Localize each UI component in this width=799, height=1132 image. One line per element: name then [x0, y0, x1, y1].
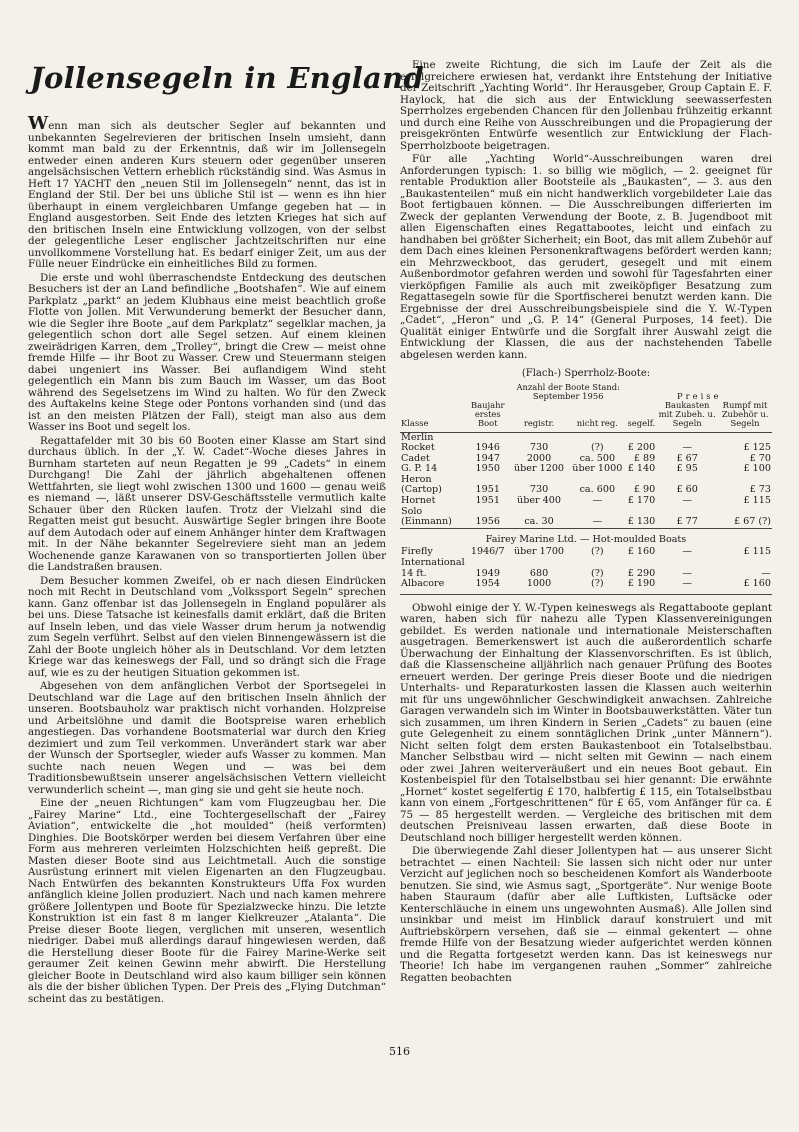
table-row — [400, 496, 772, 507]
cell-rumpf: £ 70 — [749, 452, 771, 464]
table-row — [400, 507, 772, 518]
cell-baukasten: £ 60 — [676, 484, 698, 496]
cell-segelf: £ 290 — [627, 567, 656, 579]
cell-segelf: £ 200 — [627, 442, 656, 454]
cell-segelf: £ 90 — [633, 484, 656, 496]
cell-registr: über 1700 — [513, 546, 565, 558]
cell-registr: über 400 — [517, 495, 561, 507]
cell-nicht-reg: (?) — [591, 578, 604, 590]
cell-klasse: G. P. 14 — [401, 463, 438, 475]
cell-baukasten: — — [682, 546, 692, 558]
cell-rumpf: — — [761, 567, 771, 579]
cell-klasse: Firefly — [401, 546, 433, 558]
cell-rumpf: £ 73 — [749, 484, 771, 496]
paragraph: Dem Besucher kommen Zweifel, ob er nach diesen Eindrücken noch mit Recht in Deutschland vom „Volkssport Segeln“ sprechen kann. Ganz offenbar ist das Jollensegeln in England populärer als bei uns. Diese Tatsache ist keinesfalls damit erklärt, daß die Briten auf Inseln leben, und das viele Wasser drum herum ja notwendig zum Segeln verführt. Selbst auf den vielen Binnengewässern ist die Zahl der Boote ungleich höher als in Deutschland. Vor dem letzten Kriege war das keineswegs der Fall, und so drängt sich die Frage auf, wie es zu der heutigen Situation gekommen ist. — [28, 574, 386, 679]
header-registr: registr. — [510, 401, 568, 432]
table-row — [400, 579, 772, 590]
cell-baujahr: 1946 — [475, 442, 500, 454]
paragraph: Wenn man sich als deutscher Segler auf bekannten und unbekannten Segelrevieren der britischen Inseln umsieht, dann kommt man bald zu der Erkenntnis, daß wir im Jollensegeln entweder einen anderen Kurs steuern oder gegenüber unseren angelsächsischen Vettern erheblich rückständig sind. Was Asmus in Heft 17 YACHT den „neuen Stil im Jollensegeln“ nennt, das ist in England der Stil. Der bei uns übliche Stil ist — wenn es ihn hier überhaupt in einem vergleichbaren Umfange gegeben hat — in England ausgestorben. Seit Ende des letzten Krieges hat sich auf den britischen Inseln eine Entwicklung vollzogen, von der selbst der gelegentliche Leser englischer Jachtzeitschriften nur eine unvollkommene Vorstellung hat. Es bedarf einiger Zeit, um aus der Fülle neuer Eindrücke ein einheitliches Bild zu formen. — [28, 113, 386, 270]
header-nicht-reg: nicht reg. — [568, 401, 626, 432]
cell-rumpf: £ 115 — [743, 546, 771, 558]
cell-registr: ca. 30 — [524, 516, 554, 528]
paragraph: Eine der „neuen Richtungen“ kam vom Flugzeugbau her. Die „Fairey Marine“ Ltd., eine Tochtergesellschaft der „Fairey Aviation“, entwickelte die „hot moulded“ (heiß verformten) Dinghies. Die Bootskörper werden bei diesem Verfahren über eine Form aus mehreren verleimten Holzschichten heiß gepreßt. Die Masten dieser Boote sind aus Leichtmetall. Auch die sonstige Ausrüstung erinnert mit vielen Eigenarten an den Flugzeugbau. Nach Entwürfen des bekannten Konstrukteurs Uffa Fox wurden anfänglich kleine Jollen produziert. Nach und nach kamen mehrere größere Jollentypen und Boote für Spezialzwecke hinzu. Die letzte Konstruktion ist ein fast 8 m langer Kielkreuzer „Atalanta“. Die Preise dieser Boote liegen, verglichen mit unseren, wesentlich niedriger. Dabei muß allerdings darauf hingewiesen werden, daß die Herstellung dieser Boote für die Fairey Marine-Werke seit geraumer Zeit keinen Gewinn mehr abwirft. Die Herstellung gleicher Boote in Deutschland wird also kaum billiger sein können als die der bisher üblichen Typen. Der Preis des „Flying Dutchman“ scheint das zu bestätigen. — [28, 797, 386, 1005]
cell-baukasten: — — [682, 442, 692, 454]
cell-klasse: Hornet — [401, 495, 436, 507]
cell-baukasten: £ 67 — [676, 452, 698, 464]
cell-registr: 1000 — [526, 578, 552, 590]
right-column — [400, 60, 772, 984]
cell-klasse: Albacore — [401, 578, 445, 590]
cell-baukasten: — — [682, 495, 692, 507]
cell-baujahr: 1951 — [475, 484, 500, 496]
cell-registr: 680 — [529, 567, 549, 579]
cell-rumpf: £ 125 — [743, 442, 771, 454]
cell-klasse: Rocket — [401, 442, 435, 454]
cell-klasse: International — [401, 557, 465, 569]
cell-nicht-reg: (?) — [591, 442, 604, 454]
cell-klasse: Heron — [401, 473, 432, 485]
paragraph: Eine zweite Richtung, die sich im Laufe der Zeit als die erfolgreichere erwiesen hat, verdankt ihre Entstehung der Initiative der Zeitschrift „Yachting World“. Ihr Herausgeber, Group Captain E. F. Haylock, hat die sich aus der Entwicklung seewasserfesten Sperrholzes ergebenden Chancen für den Jollenbau frühzeitig erkannt und durch eine Reihe von Ausschreibungen und die Propagierung der preisgekrönten Entwürfe wesentlich zur Entwicklung der Flach-Sperrholzboote beigetragen. — [400, 59, 772, 152]
cell-nicht-reg: — — [592, 495, 603, 507]
cell-klasse: Merlin — [401, 431, 434, 443]
cell-registr: 730 — [529, 442, 549, 454]
header-baujahr: Baujahr erstes Boot — [466, 383, 510, 433]
cell-baujahr: 1951 — [475, 495, 500, 507]
header-baukasten: Baukasten mit Zubeh. u. Segeln — [656, 401, 718, 432]
paragraph: Für alle „Yachting World“-Ausschreibungen waren drei Anforderungen typisch: 1. so billig wie möglich, — 2. geeignet für rentable Produktion aller Bootsteile als „Baukasten“, — 3. aus den „Baukastenteilen“ muß ein nicht handwerklich vorgebildeter Laie das Boot fertigbauen können. — Die Ausschreibungen differierten im Zweck der geplanten Verwendung der Boote, z. B. Jugendboot mit allen Eigenschaften eines Regattabootes, leicht und einfach zu handhaben bei größter Sicherheit; ein Boot, das mit allem Zubehör auf dem Dach eines kleinen Personenkraftwagens befördert werden kann; ein Mehrzweckboot, das gerudert, gesegelt und mit einem Außenbordmotor gefahren werden und sowohl für Tagesfahrten einer vierköpfigen Familie als auch mit zweiköpfiger Besatzung zum Regattasegeln sowie für die Sportfischerei benutzt werden kann. Die Ergebnisse der drei Ausschreibungsbeispiele sind die Y. W.-Typen „Cadet“, „Heron“ und „G. P. 14“ (General Purposes, 14 feet). Die Qualität einiger Entwürfe und die Sorgfalt ihrer Auswahl zeigt die Entwicklung der Klassen, die aus der nachstehenden Tabelle abgelesen werden kann. — [400, 153, 772, 361]
cell-baukasten: £ 77 — [676, 516, 698, 528]
cell-registr: 2000 — [526, 452, 552, 464]
table-row — [400, 569, 772, 580]
table-subheading: Fairey Marine Ltd. — Hot-moulded Boats — [400, 528, 772, 547]
cell-klasse: Cadet — [401, 452, 430, 464]
header-preise: Preise — [676, 390, 722, 401]
cell-baujahr: 1956 — [475, 516, 500, 528]
cell-rumpf: £ 160 — [743, 578, 771, 590]
header-klasse: Klasse — [400, 383, 466, 433]
table-row — [400, 432, 772, 443]
paragraph: Abgesehen von dem anfänglichen Verbot der Sportsegelei in Deutschland war die Lage auf den britischen Inseln ähnlich der unseren. Bootsbauholz war praktisch nicht vorhanden. Holzpreise und Arbeitslöhne und damit die Bootspreise waren erheblich angestiegen. Das vorhandene Bootsmaterial war durch den Krieg dezimiert und zum Teil verkommen. Unverändert stark war aber der Wunsch der Sportsegler, wieder aufs Wasser zu kommen. Man suchte nach neuen Wegen und — was bei dem Traditionsbewußtsein unserer angelsächsischen Vettern vielleicht verwunderlich scheint —, man ging sie und geht sie heute noch. — [28, 680, 386, 796]
table-row — [400, 558, 772, 569]
cell-segelf: £ 140 — [627, 463, 656, 475]
table-title: (Flach-) Sperrholz-Boote: — [521, 368, 651, 379]
header-rumpf: Rumpf mit Zubehör u. Segeln — [718, 401, 772, 432]
cell-nicht-reg: (?) — [591, 567, 604, 579]
cell-baukasten: £ 95 — [676, 463, 698, 475]
cell-baukasten: — — [682, 567, 692, 579]
cell-nicht-reg: über 1000 — [572, 463, 623, 475]
header-stand: Anzahl der Boote Stand: September 1956 — [516, 381, 620, 401]
article-title: Jollensegeln in England — [30, 61, 425, 95]
cell-segelf: £ 160 — [627, 546, 656, 558]
boats-table — [400, 383, 772, 590]
page-number: 516 — [389, 1045, 410, 1058]
cell-baujahr: 1950 — [475, 463, 500, 475]
cell-nicht-reg: ca. 600 — [579, 484, 616, 496]
cell-nicht-reg: (?) — [591, 546, 604, 558]
cell-klasse: (Einmann) — [401, 516, 452, 528]
cell-registr: über 1200 — [513, 463, 565, 475]
paragraph: Obwohl einige der Y. W.-Typen keineswegs als Regattaboote geplant waren, haben sich für nahezu alle Typen Klassenvereinigungen gebildet. Es werden nationale und internationale Meisterschaften ausgetragen. Bemerkenswert ist auch die außerordentlich scharfe Überwachung der Einhaltung der Klassenvorschriften. Es ist üblich, daß die Klassenscheine alljährlich nach genauer Prüfung des Bootes erneuert werden. Der geringe Preis dieser Boote und die niedrigen Unterhalts- und Reparaturkosten lassen die Klassen auch weiterhin mit für uns ungewöhnlicher Geschwindigkeit anwachsen. Zahlreiche Garagen verwandeln sich im Winter in Bootsbauwerkstätten. Väter tun sich zusammen, um ihren Kindern in Serien „Cadets“ zu bauen (eine gute Gelegenheit zu einem sonntäglichen Drink „unter Männern“). Nicht selten folgt dem ersten Baukastenboot ein Totalselbstbau. Mancher Selbstbau wird — nicht selten mit Gewinn — nach einem oder zwei Jahren weiterveräußert und ein neues Boot gebaut. Ein Kostenbeispiel für den Totalselbstbau sei hier genannt: Die erwähnte „Hornet“ kostet segelfertig £ 170, halbfertig £ 115, ein Totalselbstbau kann von einem „Fortgeschrittenen“ für £ 65, vom Anfänger für ca. £ 75 — 85 hergestellt werden. — Vergleiche des britischen mit dem deutschen Preisniveau lassen erwarten, daß diese Boote in Deutschland noch billiger hergestellt werden können. — [400, 601, 772, 844]
cell-baujahr: 1946/7 — [470, 546, 505, 558]
cell-baujahr: 1954 — [475, 578, 500, 590]
cell-baujahr: 1949 — [475, 567, 500, 579]
cell-segelf: £ 190 — [627, 578, 656, 590]
cell-segelf: £ 89 — [633, 452, 656, 464]
cell-baukasten: — — [682, 578, 692, 590]
table-row — [400, 517, 772, 528]
cell-klasse: Solo — [401, 505, 423, 517]
cell-rumpf: £ 67 (?) — [733, 516, 771, 528]
drop-cap: W — [28, 113, 49, 134]
paragraph: Die erste und wohl überraschendste Entdeckung des deutschen Besuchers ist der an Land befindliche „Bootshafen“. Wie auf einem Parkplatz „parkt“ an jedem Klubhaus eine meist beachtlich große Flotte von Jollen. Mit Verwunderung bemerkt der Besucher dann, wie die Segler ihre Boote „auf dem Parkplatz“ segelklar machen, ja gelegentlich schon dort alle Segel setzen. Auf einem kleinen zweirädrigen Karren, dem „Trolley“, bringt die Crew — meist ohne fremde Hilfe — ihr Boot zu Wasser. Crew und Steuermann steigen dabei ungeniert ins Wasser. Bei auflandigem Wind steht gelegentlich ein Mann bis zum Bauch im Wasser, um das Boot während des Segelsetzens im Wind zu halten. Wo für den Zweck des Auftakelns keine Stege oder Pontons vorhanden sind (und das ist an den meisten Plätzen der Fall), steigt man also aus dem Wasser ins Boot und segelt los. — [28, 271, 386, 433]
cell-nicht-reg: — — [592, 516, 603, 528]
cell-segelf: £ 130 — [627, 516, 656, 528]
cell-segelf: £ 170 — [627, 495, 656, 507]
cell-rumpf: £ 100 — [743, 463, 771, 475]
cell-baujahr: 1947 — [475, 452, 500, 464]
table-row — [400, 485, 772, 496]
paragraph: Die überwiegende Zahl dieser Jollentypen hat — aus unserer Sicht betrachtet — einen Nachteil: Sie lassen sich nicht oder nur unter Verzicht auf jeglichen noch so bescheidenen Komfort als Wanderboote benutzen. Sie sind, wie Asmus sagt, „Sportgeräte“. Nur wenige Boote haben Stauraum (dafür aber alle Luftkisten, Luftsäcke oder Kenterschläuche in einem uns ungewohnten Ausmaß). Alle Jollen sind unsinkbar und meist im Hinblick darauf konstruiert und mit Auftriebskörpern versehen, daß sie — einmal gekentert — ohne fremde Hilfe von der Besatzung wieder aufgerichtet werden können und die Regatta fortgesetzt werden kann. Das ist keineswegs nur Theorie! Ich habe im vergangenen rauhen „Sommer“ zahlreiche Regatten beobachten — [400, 845, 772, 984]
table-row — [400, 464, 772, 475]
paragraph: Regattafelder mit 30 bis 60 Booten einer Klasse am Start sind durchaus üblich. In der „Y. W. Cadet“-Woche dieses Jahres in Burnham starteten auf neun Regatten je 99 „Cadets“ in einem Durchgang! Die Zahl der jährlich abgehaltenen offenen Wettfahrten, sie liegt wohl zwischen 1300 und 1600 — genau weiß es niemand —, läßt unserer DSV-Geschäftsstelle vermutlich kalte Schauer über den Rücken laufen. Trotz der Vielzahl sind die Regatten meist gut besucht. Auswärtige Segler bringen ihre Boote auf dem Autodach oder auf einem Anhänger hinter dem Kraftwagen mit. In der Nähe bekannter Segelreviere sieht man an jedem Wochenende ganze Karawanen von so transportierten Jollen über die Landstraßen brausen. — [28, 434, 386, 573]
cell-rumpf: £ 115 — [743, 495, 771, 507]
cell-klasse: (Cartop) — [401, 484, 442, 496]
cell-registr: 730 — [529, 484, 549, 496]
cell-klasse: 14 ft. — [401, 567, 427, 579]
cell-nicht-reg: ca. 500 — [579, 452, 616, 464]
header-segelf: segelf. — [626, 401, 656, 432]
